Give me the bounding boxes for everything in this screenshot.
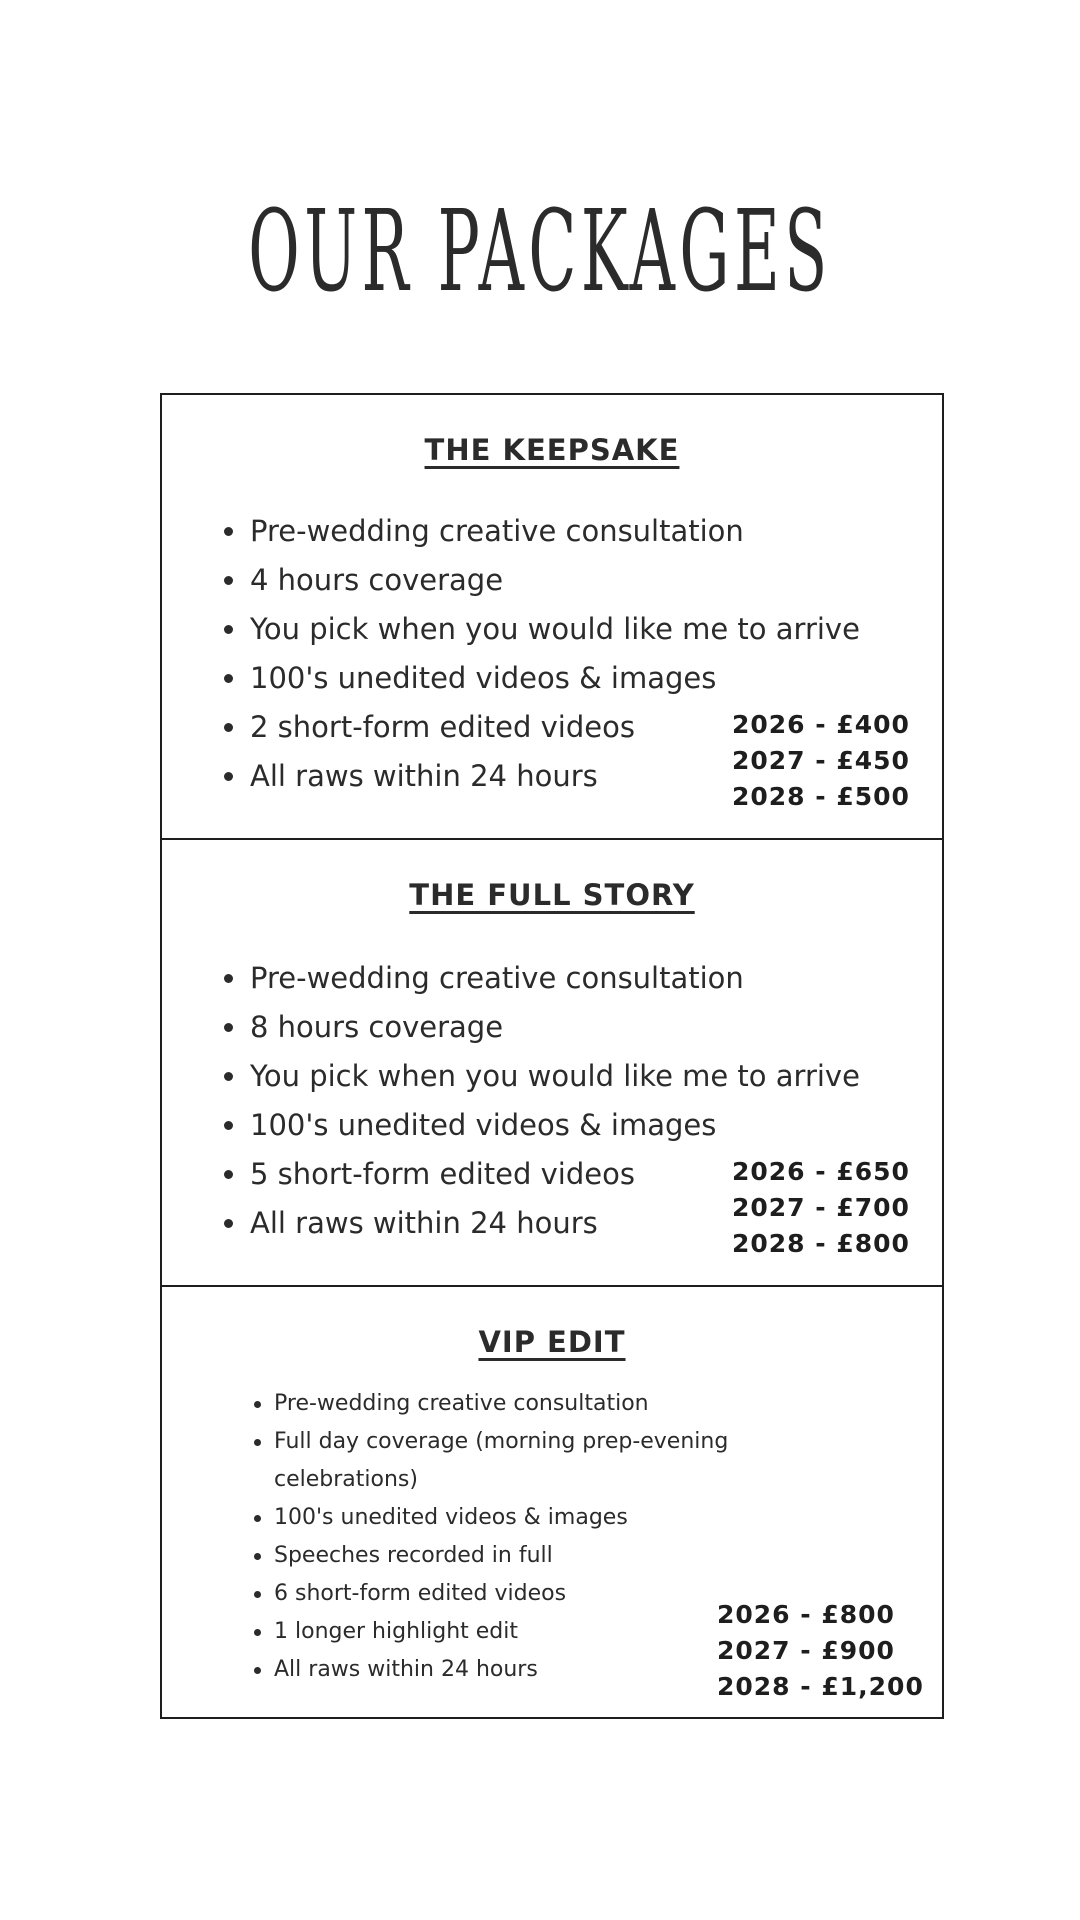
list-item: 100's unedited videos & images <box>250 654 860 703</box>
package-keepsake <box>162 395 942 838</box>
list-item: 5 short-form edited videos <box>250 1150 860 1199</box>
price-item: 2027 - £450 <box>732 746 910 775</box>
price-item: 2027 - £700 <box>732 1193 910 1222</box>
list-item: Speeches recorded in full <box>274 1537 794 1575</box>
list-item: Pre-wedding creative consultation <box>250 954 860 1003</box>
list-item: 100's unedited videos & images <box>274 1499 794 1537</box>
price-item: 2026 - £650 <box>732 1157 910 1186</box>
price-item: 2028 - £800 <box>732 1229 910 1258</box>
price-item: 2027 - £900 <box>717 1636 895 1665</box>
list-item: 100's unedited videos & images <box>250 1101 860 1150</box>
package-full-story <box>162 838 942 1285</box>
list-item: All raws within 24 hours <box>250 752 860 801</box>
list-item: All raws within 24 hours <box>250 1199 860 1248</box>
price-item: 2026 - £400 <box>732 710 910 739</box>
price-list <box>732 707 910 815</box>
packages-table <box>160 393 944 1719</box>
package-title: THE KEEPSAKE <box>424 433 680 467</box>
list-item: Pre-wedding creative consultation <box>274 1385 794 1423</box>
package-title: THE FULL STORY <box>409 878 695 912</box>
price-list <box>717 1597 924 1705</box>
list-item: You pick when you would like me to arrive <box>250 605 860 654</box>
price-list <box>732 1154 910 1262</box>
price-item: 2026 - £800 <box>717 1600 895 1629</box>
price-item: 2028 - £1,200 <box>717 1672 924 1701</box>
list-item: Full day coverage (morning prep-evening celebrations) <box>274 1423 794 1499</box>
feature-list <box>274 1385 794 1689</box>
list-item: 2 short-form edited videos <box>250 703 860 752</box>
list-item: You pick when you would like me to arrive <box>250 1052 860 1101</box>
list-item: 8 hours coverage <box>250 1003 860 1052</box>
list-item: 4 hours coverage <box>250 556 860 605</box>
list-item: 6 short-form edited videos <box>274 1575 794 1613</box>
package-vip-edit <box>162 1285 942 1717</box>
page-title: OUR PACKAGES <box>248 187 832 317</box>
list-item: All raws within 24 hours <box>274 1651 794 1689</box>
list-item: Pre-wedding creative consultation <box>250 507 860 556</box>
price-item: 2028 - £500 <box>732 782 910 811</box>
package-title: VIP EDIT <box>478 1325 626 1359</box>
list-item: 1 longer highlight edit <box>274 1613 794 1651</box>
